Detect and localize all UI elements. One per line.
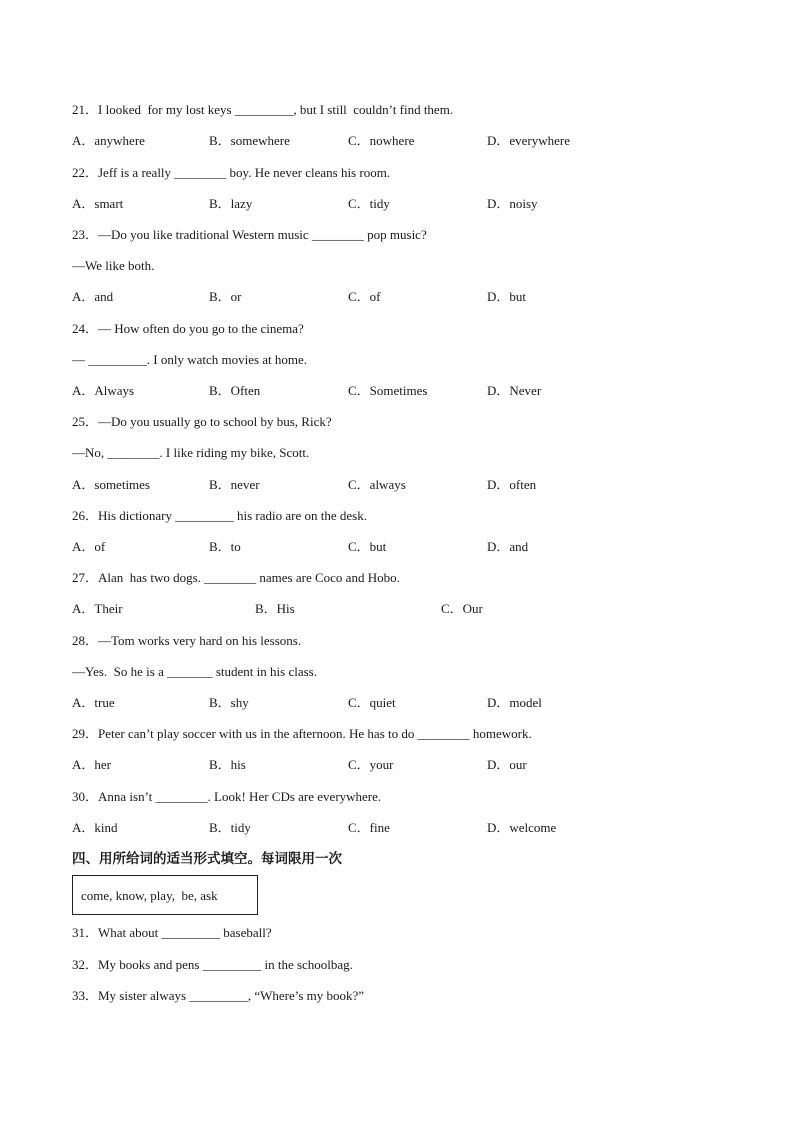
question-30-stem: 30．Anna isn’t ________. Look! Her CDs are everywhere. <box>72 789 382 804</box>
question-28-stem: 28．—Tom works very hard on his lessons. <box>72 633 302 648</box>
q29-option-a: A．her <box>72 757 111 772</box>
q24-option-d: D．Never <box>487 383 542 398</box>
question-33-stem: 33．My sister always _________, “Where’s my book?” <box>72 988 365 1003</box>
question-26-stem: 26．His dictionary _________ his radio are on the desk. <box>72 508 367 523</box>
question-23-stem: 23．—Do you like traditional Western music ________ pop music? <box>72 227 427 242</box>
q27-option-a: A．Their <box>72 601 123 616</box>
q25-option-c: C．always <box>348 477 406 492</box>
q28-option-d: D．model <box>487 695 542 710</box>
q21-option-c: C．nowhere <box>348 133 415 148</box>
question-23-reply: —We like both. <box>72 258 155 273</box>
question-25-reply: —No, ________. I like riding my bike, Scott. <box>72 445 310 460</box>
question-28-reply: —Yes. So he is a _______ student in his class. <box>72 664 317 679</box>
q23-option-b: B．or <box>209 289 242 304</box>
q23-option-a: A．and <box>72 289 114 304</box>
q28-option-b: B．shy <box>209 695 249 710</box>
question-29-stem: 29．Peter can’t play soccer with us in the afternoon. He has to do ________ homework. <box>72 726 532 741</box>
q24-option-c: C．Sometimes <box>348 383 428 398</box>
q22-option-c: C．tidy <box>348 196 390 211</box>
q30-option-b: B．tidy <box>209 820 251 835</box>
section-4-title: 四、用所给词的适当形式填空。每词限用一次 <box>72 851 342 867</box>
q23-option-c: C．of <box>348 289 381 304</box>
q25-option-d: D．often <box>487 477 537 492</box>
q27-option-b: B．His <box>255 601 295 616</box>
q27-option-c: C．Our <box>441 601 483 616</box>
q23-option-d: D．but <box>487 289 527 304</box>
q21-option-b: B．somewhere <box>209 133 290 148</box>
q26-option-b: B．to <box>209 539 241 554</box>
q25-option-a: A．sometimes <box>72 477 150 492</box>
q29-option-c: C．your <box>348 757 394 772</box>
question-24-stem: 24．— How often do you go to the cinema? <box>72 321 304 336</box>
q21-option-d: D．everywhere <box>487 133 571 148</box>
q28-option-a: A．true <box>72 695 115 710</box>
word-bank-text: come, know, play, be, ask <box>81 888 218 903</box>
q21-option-a: A．anywhere <box>72 133 145 148</box>
q25-option-b: B．never <box>209 477 260 492</box>
question-24-reply: — _________. I only watch movies at home. <box>72 352 308 367</box>
q28-option-c: C．quiet <box>348 695 396 710</box>
question-25-stem: 25．—Do you usually go to school by bus, Rick? <box>72 414 332 429</box>
question-32-stem: 32．My books and pens _________ in the schoolbag. <box>72 957 353 972</box>
question-22-stem: 22．Jeff is a really ________ boy. He never cleans his room. <box>72 165 391 180</box>
q24-option-a: A．Always <box>72 383 135 398</box>
q26-option-a: A．of <box>72 539 106 554</box>
q22-option-b: B．lazy <box>209 196 253 211</box>
question-21-stem: 21．I looked for my lost keys _________, but I still couldn’t find them. <box>72 102 454 117</box>
q30-option-c: C．fine <box>348 820 390 835</box>
q29-option-b: B．his <box>209 757 246 772</box>
q26-option-c: C．but <box>348 539 387 554</box>
question-27-stem: 27．Alan has two dogs. ________ names are Coco and Hobo. <box>72 570 400 585</box>
q22-option-d: D．noisy <box>487 196 538 211</box>
q29-option-d: D．our <box>487 757 527 772</box>
q30-option-a: A．kind <box>72 820 118 835</box>
q30-option-d: D．welcome <box>487 820 557 835</box>
word-bank-box <box>72 875 258 915</box>
question-31-stem: 31．What about _________ baseball? <box>72 925 272 940</box>
q26-option-d: D．and <box>487 539 529 554</box>
q24-option-b: B．Often <box>209 383 261 398</box>
q22-option-a: A．smart <box>72 196 124 211</box>
